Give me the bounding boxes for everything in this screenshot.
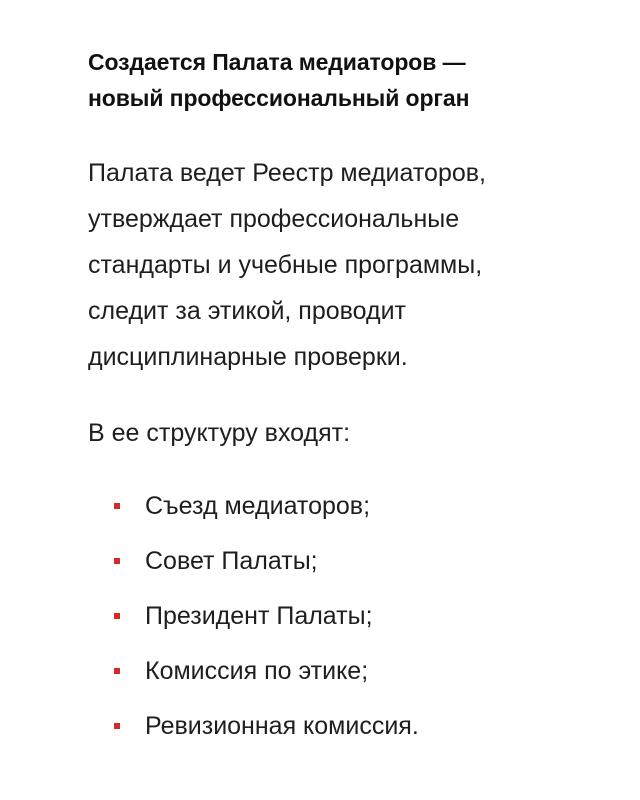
title-line: Создается Палата медиаторов — bbox=[88, 49, 466, 75]
list-item bbox=[88, 644, 588, 699]
body-paragraph bbox=[88, 150, 588, 380]
title-line: новый профессиональный орган bbox=[88, 85, 470, 111]
list-item bbox=[88, 479, 588, 534]
content-column bbox=[88, 44, 588, 754]
structure-list bbox=[88, 479, 588, 754]
red-square-bullet-icon bbox=[114, 723, 120, 729]
list-item-label: Ревизионная комиссия. bbox=[145, 712, 419, 740]
paragraph-line: утверждает профессиональные bbox=[88, 205, 460, 233]
paragraph-line: Палата ведет Реестр медиаторов, bbox=[88, 159, 486, 187]
red-square-bullet-icon bbox=[114, 613, 120, 619]
red-square-bullet-icon bbox=[114, 503, 120, 509]
red-square-bullet-icon bbox=[114, 668, 120, 674]
structure-intro: В ее структуру входят: bbox=[88, 419, 351, 447]
list-item-label: Совет Палаты; bbox=[145, 547, 318, 575]
red-square-bullet-icon bbox=[114, 558, 120, 564]
page-title bbox=[88, 44, 588, 116]
paragraph-line: следит за этикой, проводит bbox=[88, 297, 407, 325]
list-item bbox=[88, 699, 588, 754]
list-item bbox=[88, 589, 588, 644]
list-item-label: Съезд медиаторов; bbox=[145, 492, 371, 520]
list-item-label: Комиссия по этике; bbox=[145, 657, 369, 685]
list-item-label: Президент Палаты; bbox=[145, 602, 373, 630]
list-item bbox=[88, 534, 588, 589]
paragraph-line: дисциплинарные проверки. bbox=[88, 343, 408, 371]
paragraph-line: стандарты и учебные программы, bbox=[88, 251, 483, 279]
